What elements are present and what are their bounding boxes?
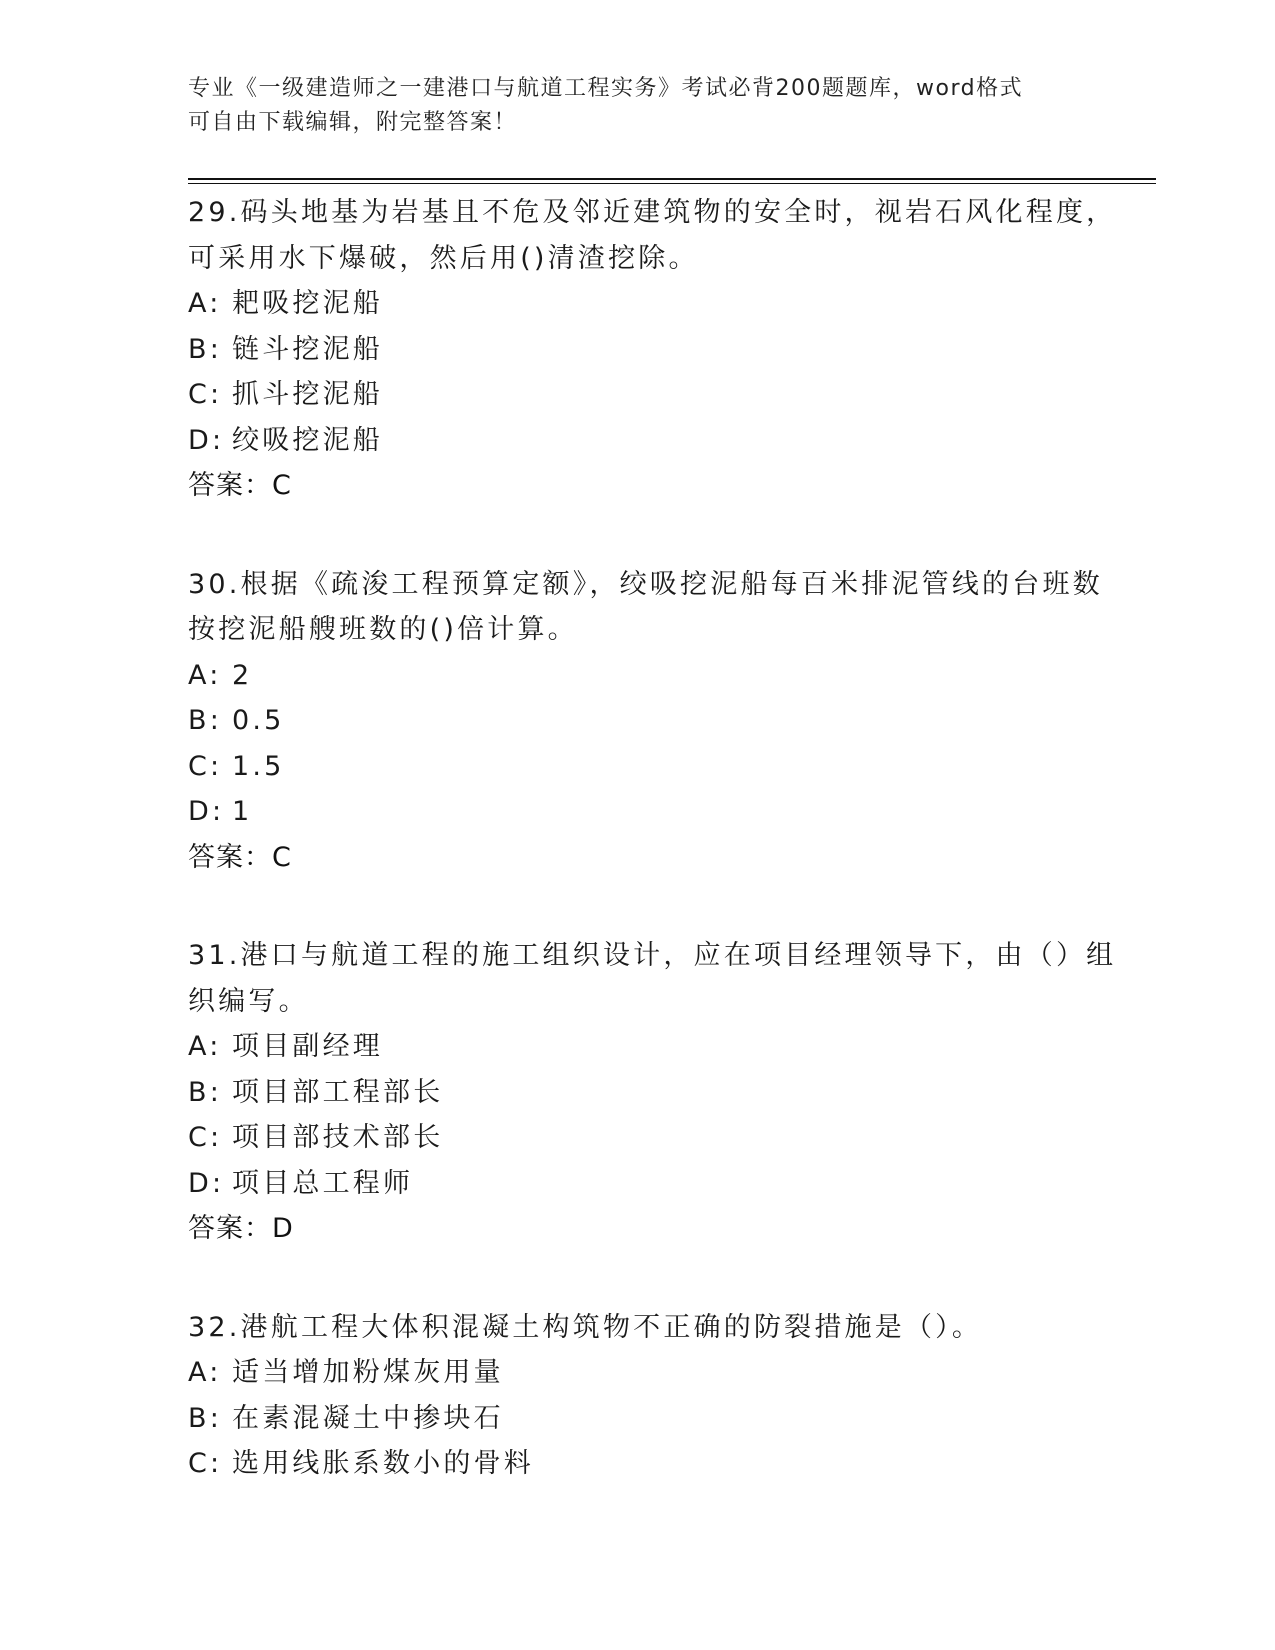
option-text: 在素混凝土中掺块石 <box>232 1402 504 1434</box>
option-b <box>188 1396 1088 1442</box>
option-c <box>188 1441 1088 1487</box>
option-text: 耙吸挖泥船 <box>232 288 383 319</box>
option-letter: A: <box>188 659 222 691</box>
option-letter: D: <box>188 796 225 827</box>
option-b <box>188 698 1088 744</box>
option-text: 项目总工程师 <box>232 1167 414 1199</box>
question-text-line: 29.码头地基为岩基且不危及邻近建筑物的安全时，视岩石风化程度， <box>188 197 1117 228</box>
option-letter: C: <box>188 1448 223 1479</box>
option-a <box>188 281 1088 327</box>
answer-line: 答案：C <box>188 841 292 873</box>
question-text-line: 31.港口与航道工程的施工组织设计，应在项目经理领导下，由（）组 <box>188 940 1117 971</box>
option-letter: D: <box>188 1167 225 1199</box>
answer-line: 答案：C <box>188 470 292 501</box>
option-text: 抓斗挖泥船 <box>232 379 383 410</box>
question-29 <box>188 190 1117 509</box>
option-a <box>188 653 1088 699</box>
option-text: 2 <box>232 659 253 691</box>
option-c <box>188 1115 1088 1161</box>
option-letter: D: <box>188 424 225 456</box>
option-b <box>188 327 1088 373</box>
option-b <box>188 1070 1088 1116</box>
option-letter: C: <box>188 1122 223 1153</box>
option-text: 项目副经理 <box>232 1031 383 1062</box>
option-a <box>188 1024 1088 1070</box>
header-rule-thin <box>188 183 1156 184</box>
option-text: 绞吸挖泥船 <box>232 424 383 456</box>
option-d <box>188 1161 1088 1207</box>
option-letter: B: <box>188 1076 223 1108</box>
option-text: 1 <box>232 796 253 827</box>
question-31 <box>188 933 1117 1252</box>
option-text: 0.5 <box>232 705 285 736</box>
document-header <box>188 72 1088 140</box>
question-list <box>188 190 1117 1540</box>
option-text: 项目部工程部长 <box>232 1076 444 1108</box>
option-letter: A: <box>188 1031 222 1062</box>
header-line-2: 可自由下载编辑，附完整答案！ <box>188 110 518 135</box>
question-30 <box>188 562 1103 881</box>
option-text: 适当增加粉煤灰用量 <box>232 1357 504 1388</box>
option-text: 链斗挖泥船 <box>232 333 383 365</box>
option-letter: A: <box>188 1357 222 1388</box>
header-line-1: 专业《一级建造师之一建港口与航道工程实务》考试必背200题题库，word格式 <box>188 76 1024 101</box>
question-text-line: 可采用水下爆破，然后用()清渣挖除。 <box>188 242 699 274</box>
question-text-line: 30.根据《疏浚工程预算定额》，绞吸挖泥船每百米排泥管线的台班数 <box>188 568 1103 600</box>
question-text-line: 按挖泥船艘班数的()倍计算。 <box>188 614 578 645</box>
option-letter: C: <box>188 750 223 782</box>
option-d <box>188 418 1088 464</box>
option-letter: B: <box>188 1402 223 1434</box>
option-d <box>188 789 1088 835</box>
option-letter: C: <box>188 379 223 410</box>
question-32 <box>188 1305 1088 1487</box>
option-letter: B: <box>188 705 223 736</box>
option-letter: A: <box>188 288 222 319</box>
option-letter: B: <box>188 333 223 365</box>
option-a <box>188 1350 1088 1396</box>
header-rule-thick <box>188 178 1156 180</box>
question-text-line: 32.港航工程大体积混凝土构筑物不正确的防裂措施是（）。 <box>188 1311 983 1343</box>
option-c <box>188 372 1088 418</box>
option-text: 项目部技术部长 <box>232 1122 444 1153</box>
question-text-line: 织编写。 <box>188 985 309 1017</box>
option-text: 选用线胀系数小的骨料 <box>232 1448 534 1479</box>
option-c <box>188 744 1088 790</box>
answer-line: 答案：D <box>188 1213 294 1244</box>
option-text: 1.5 <box>232 750 285 782</box>
